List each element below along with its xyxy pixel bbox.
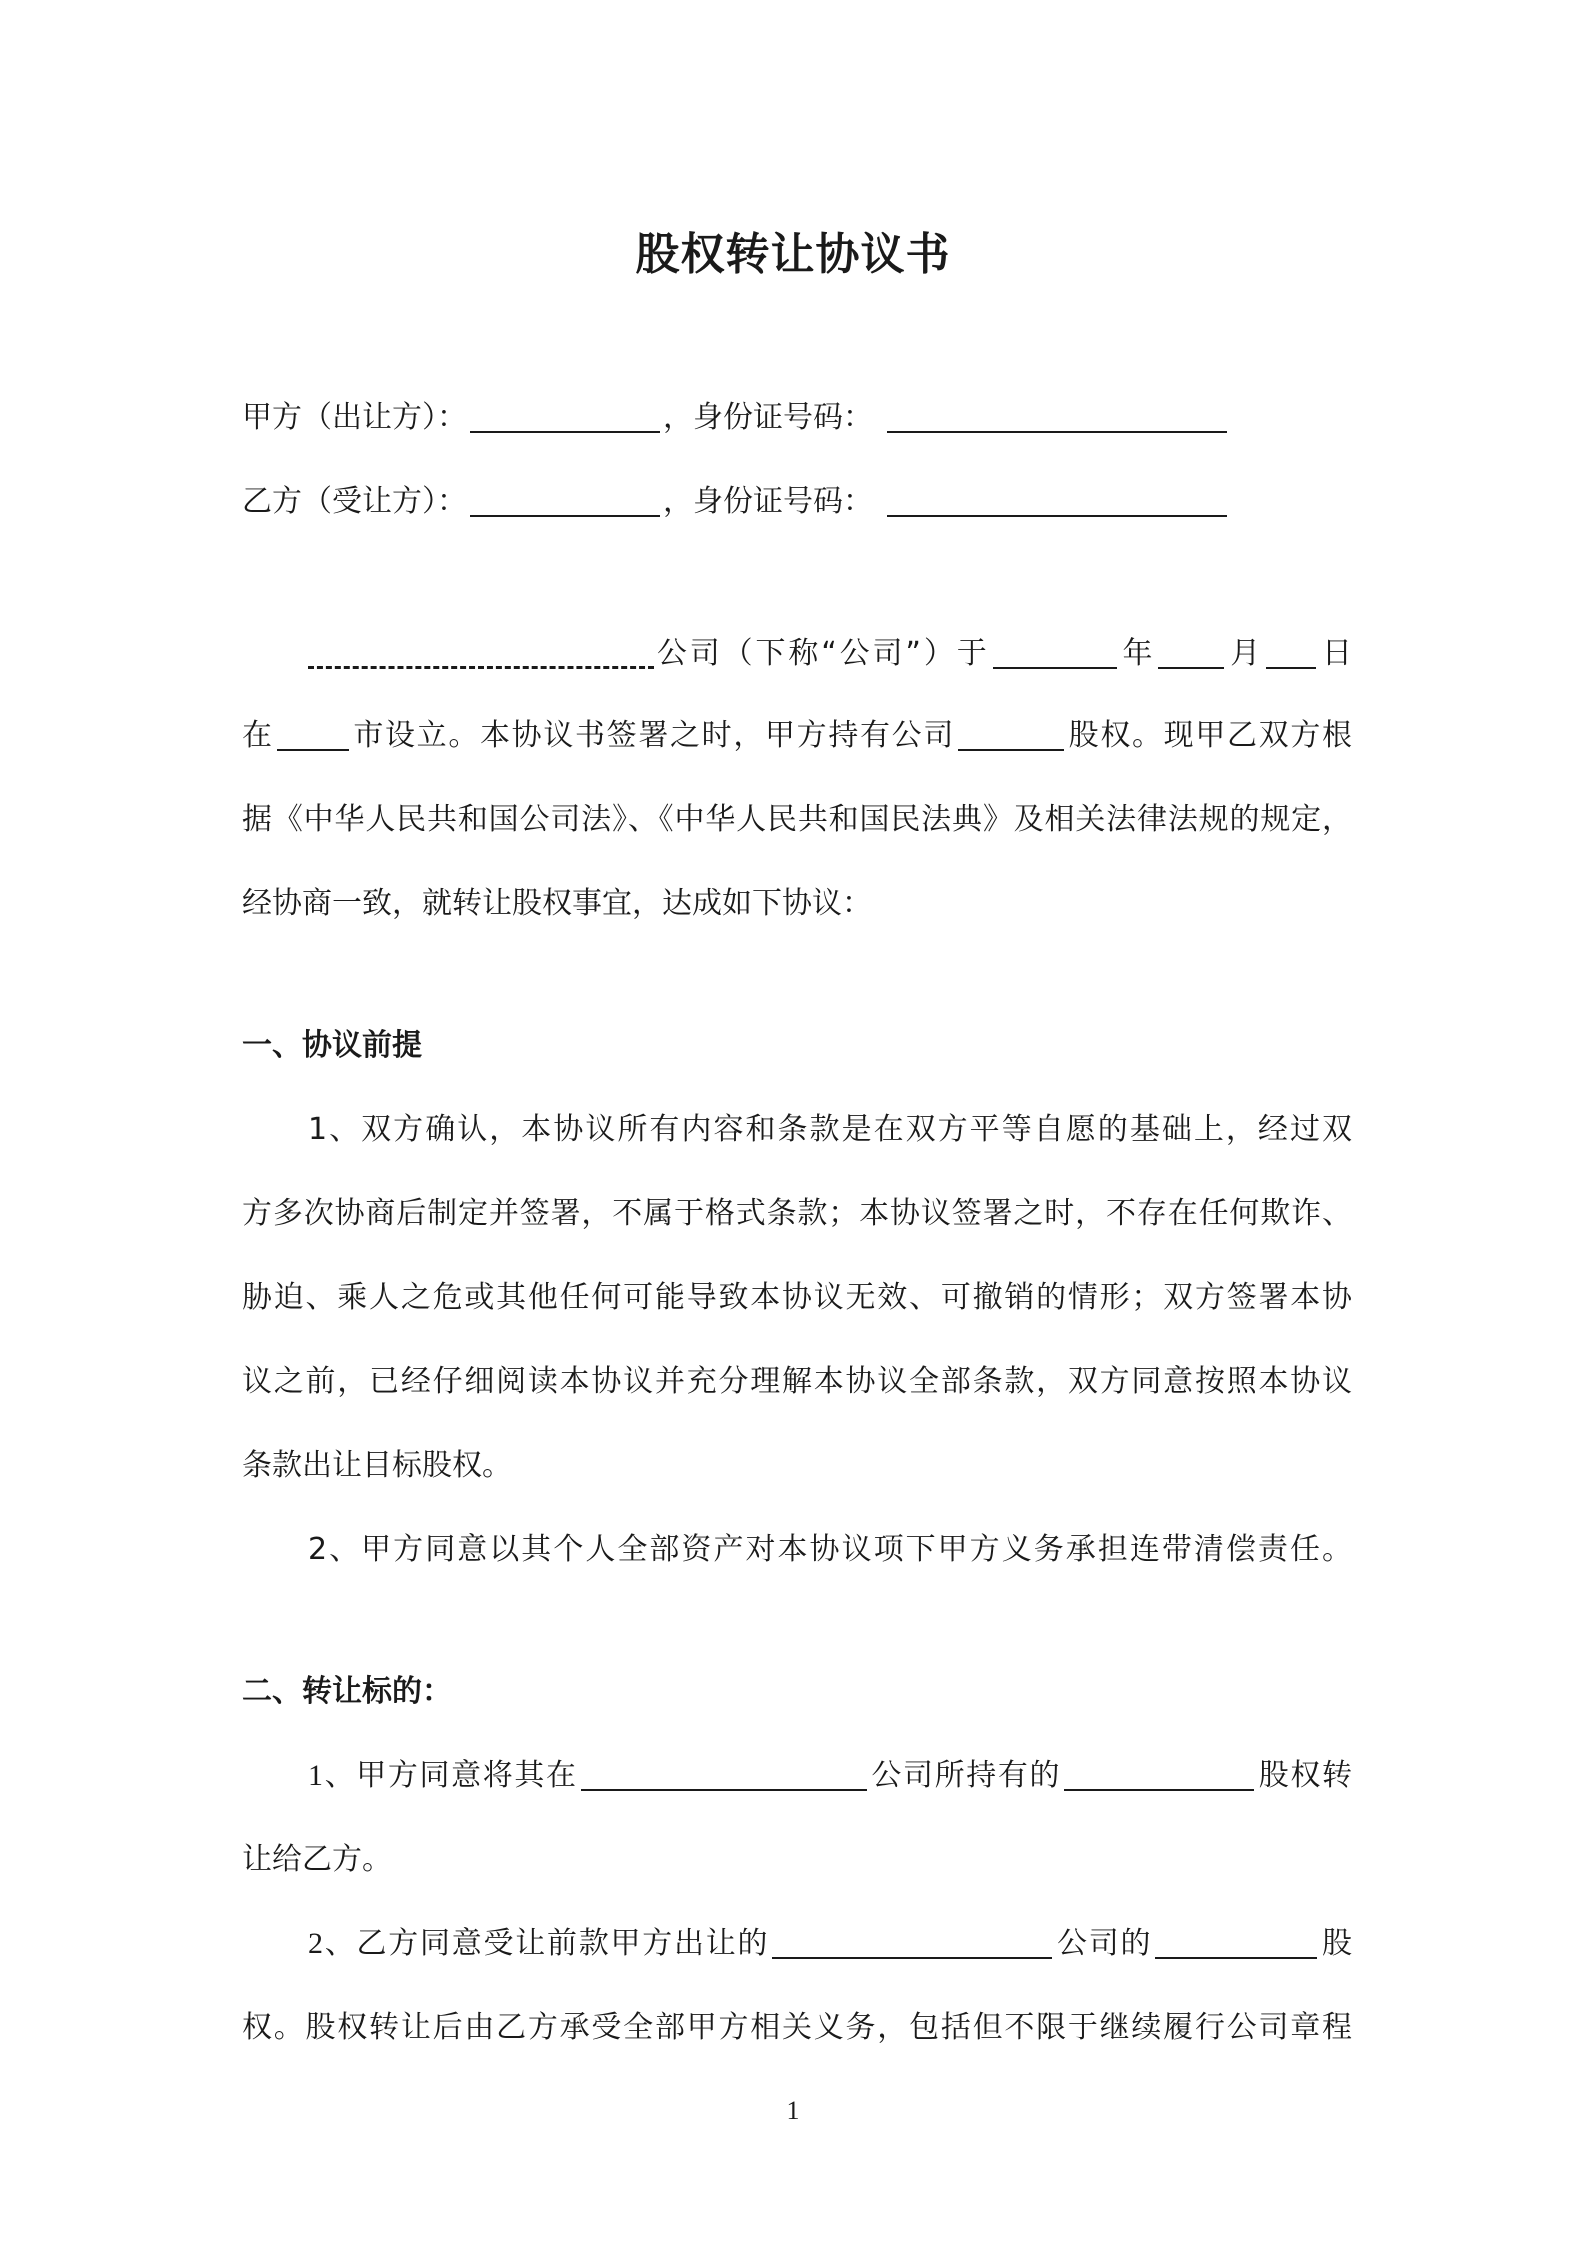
- document-title: 股权转让协议书: [635, 229, 951, 280]
- party-a-id-field[interactable]: [887, 397, 1227, 433]
- clause-text: 、甲方同意将其在: [323, 1758, 578, 1793]
- intro-line-4: 经协商一致，就转让股权事宜，达成如下协议：: [242, 886, 872, 921]
- month-label: 月: [1227, 636, 1264, 671]
- party-b-name-field[interactable]: [470, 481, 660, 517]
- transfer-share-field[interactable]: [1064, 1755, 1254, 1791]
- party-b-label: 乙方（受让方）：: [242, 484, 467, 519]
- intro-line-3: 据《中华人民共和国公司法》、《中华人民共和国民法典》及相关法律法规的规定，: [242, 802, 1352, 837]
- target-company-field-2[interactable]: [772, 1923, 1052, 1959]
- section-1-p1-line: 1、双方确认，本协议所有内容和条款是在双方平等自愿的基础上，经过双: [308, 1112, 1352, 1147]
- city-field[interactable]: [277, 715, 349, 751]
- share-percent-field[interactable]: [958, 715, 1064, 751]
- section-2-heading: 二、转让标的：: [242, 1674, 452, 1709]
- intro-text: 公司（下称“公司”）于: [654, 636, 990, 671]
- year-field[interactable]: [993, 633, 1117, 669]
- section-1-heading: 一、协议前提: [242, 1028, 422, 1063]
- item-number: 1: [308, 1759, 323, 1792]
- day-field[interactable]: [1266, 633, 1316, 669]
- section-2-p1-line-2: 让给乙方。: [242, 1842, 392, 1877]
- party-a-label: 甲方（出让方）：: [242, 400, 467, 435]
- intro-text: 在: [242, 718, 274, 753]
- section-1-p1-line: 胁迫、乘人之危或其他任何可能导致本协议无效、可撤销的情形；双方签署本协: [242, 1280, 1352, 1315]
- intro-text: 股权。现甲乙双方根: [1067, 718, 1353, 753]
- item-number: 2: [308, 1927, 323, 1960]
- party-a-line: [242, 396, 1352, 440]
- day-label: 日: [1319, 636, 1353, 671]
- section-1-p1-line: 条款出让目标股权。: [242, 1448, 512, 1483]
- clause-text: 股权转: [1257, 1758, 1353, 1793]
- section-2-p2-line-1: [308, 1922, 1352, 1966]
- page-number: 1: [786, 2096, 800, 2125]
- clause-text: 股: [1320, 1926, 1352, 1961]
- party-a-id-label: ，身份证号码：: [663, 400, 873, 435]
- intro-text: 市设立。本协议书签署之时，甲方持有公司: [351, 718, 956, 753]
- section-1-p2: 2、甲方同意以其个人全部资产对本协议项下甲方义务承担连带清偿责任。: [308, 1532, 1352, 1567]
- transfer-share-field-2[interactable]: [1155, 1923, 1317, 1959]
- section-1-p1-line: 方多次协商后制定并签署，不属于格式条款；本协议签署之时，不存在任何欺诈、: [242, 1196, 1352, 1231]
- party-b-id-field[interactable]: [887, 481, 1227, 517]
- clause-text: 公司所持有的: [869, 1758, 1062, 1793]
- clause-text: 、乙方同意受让前款甲方出让的: [323, 1926, 770, 1961]
- month-field[interactable]: [1158, 633, 1224, 669]
- party-b-line: [242, 480, 1352, 524]
- year-label: 年: [1119, 636, 1156, 671]
- clause-text: 公司的: [1055, 1926, 1153, 1961]
- intro-line-2: [242, 714, 1352, 758]
- intro-line-1: [308, 632, 1352, 676]
- section-2-p1-line-1: [308, 1754, 1352, 1798]
- target-company-field[interactable]: [581, 1755, 867, 1791]
- company-name-field[interactable]: [308, 632, 654, 669]
- section-1-p1-line: 议之前，已经仔细阅读本协议并充分理解本协议全部条款，双方同意按照本协议: [242, 1364, 1352, 1399]
- party-a-name-field[interactable]: [470, 397, 660, 433]
- party-b-id-label: ，身份证号码：: [663, 484, 873, 519]
- section-2-p2-line-2: 权。股权转让后由乙方承受全部甲方相关义务，包括但不限于继续履行公司章程: [242, 2010, 1352, 2045]
